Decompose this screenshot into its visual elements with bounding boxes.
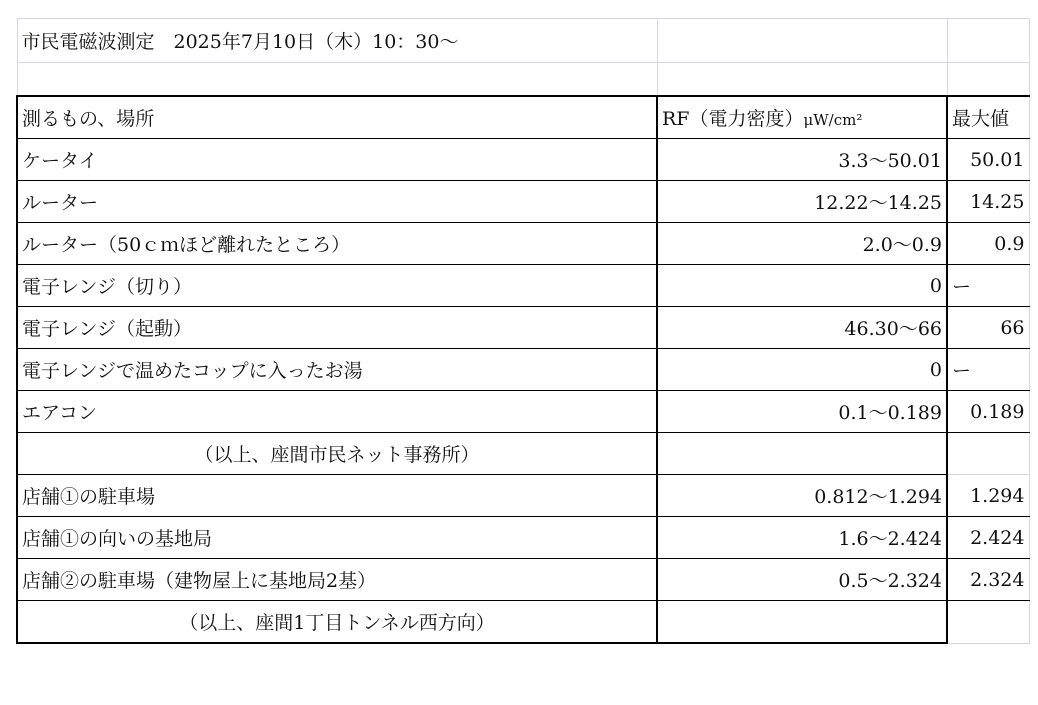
table-row — [17, 475, 1029, 517]
place-cell[interactable]: ケータイ — [17, 139, 657, 181]
range-cell[interactable]: 0.1〜0.189 — [657, 391, 947, 433]
max-cell[interactable]: 14.25 — [947, 181, 1029, 223]
table-row — [17, 181, 1029, 223]
header-rf[interactable] — [657, 96, 947, 139]
blank-row — [17, 63, 1029, 97]
empty-cell[interactable] — [947, 63, 1029, 97]
empty-cell[interactable] — [657, 63, 947, 97]
place-cell[interactable]: エアコン — [17, 391, 657, 433]
empty-cell[interactable] — [17, 63, 657, 97]
header-rf-unit: μW/cm² — [803, 111, 863, 129]
place-cell[interactable]: ルーター（50ｃｍほど離れたところ） — [17, 223, 657, 265]
max-cell[interactable]: 50.01 — [947, 139, 1029, 181]
max-cell[interactable]: 2.324 — [947, 559, 1029, 601]
max-cell[interactable]: 0.9 — [947, 223, 1029, 265]
table-row — [17, 265, 1029, 307]
place-cell[interactable]: 店舗②の駐車場（建物屋上に基地局2基） — [17, 559, 657, 601]
place-cell[interactable]: ルーター — [17, 181, 657, 223]
section-note-row — [17, 601, 1029, 644]
max-cell[interactable]: 0.189 — [947, 391, 1029, 433]
empty-cell[interactable] — [657, 19, 947, 63]
table-row — [17, 349, 1029, 391]
max-cell[interactable]: ー — [947, 265, 1029, 307]
section-note[interactable]: （以上、座間市民ネット事務所） — [17, 433, 657, 475]
table-row — [17, 307, 1029, 349]
table-row — [17, 517, 1029, 559]
place-cell[interactable]: 電子レンジ（切り） — [17, 265, 657, 307]
range-cell[interactable]: 3.3〜50.01 — [657, 139, 947, 181]
range-cell[interactable]: 0 — [657, 265, 947, 307]
empty-cell[interactable] — [657, 433, 947, 475]
measurement-sheet — [16, 18, 1030, 644]
place-cell[interactable]: 店舗①の駐車場 — [17, 475, 657, 517]
range-cell[interactable]: 0 — [657, 349, 947, 391]
header-row — [17, 96, 1029, 139]
place-cell[interactable]: 店舗①の向いの基地局 — [17, 517, 657, 559]
range-cell[interactable]: 12.22〜14.25 — [657, 181, 947, 223]
max-cell[interactable]: ー — [947, 349, 1029, 391]
empty-cell[interactable] — [947, 19, 1029, 63]
range-cell[interactable]: 0.812〜1.294 — [657, 475, 947, 517]
range-cell[interactable]: 1.6〜2.424 — [657, 517, 947, 559]
range-cell[interactable]: 2.0〜0.9 — [657, 223, 947, 265]
header-place[interactable]: 測るもの、場所 — [17, 96, 657, 139]
place-cell[interactable]: 電子レンジ（起動） — [17, 307, 657, 349]
title-row — [17, 19, 1029, 63]
max-cell[interactable]: 1.294 — [947, 475, 1029, 517]
place-cell[interactable]: 電子レンジで温めたコップに入ったお湯 — [17, 349, 657, 391]
empty-cell[interactable] — [947, 433, 1029, 475]
max-cell[interactable]: 2.424 — [947, 517, 1029, 559]
sheet-title[interactable]: 市民電磁波測定 2025年7月10日（木）10：30〜 — [17, 19, 657, 63]
table-row — [17, 139, 1029, 181]
table-row — [17, 223, 1029, 265]
header-max[interactable]: 最大値 — [947, 96, 1029, 139]
range-cell[interactable]: 0.5〜2.324 — [657, 559, 947, 601]
section-note[interactable]: （以上、座間1丁目トンネル西方向） — [17, 601, 657, 644]
header-rf-label: RF（電力密度） — [662, 108, 804, 130]
max-cell[interactable]: 66 — [947, 307, 1029, 349]
empty-cell[interactable] — [657, 601, 947, 644]
range-cell[interactable]: 46.30〜66 — [657, 307, 947, 349]
table-row — [17, 391, 1029, 433]
table-row — [17, 559, 1029, 601]
empty-cell[interactable] — [947, 601, 1029, 644]
section-note-row — [17, 433, 1029, 475]
